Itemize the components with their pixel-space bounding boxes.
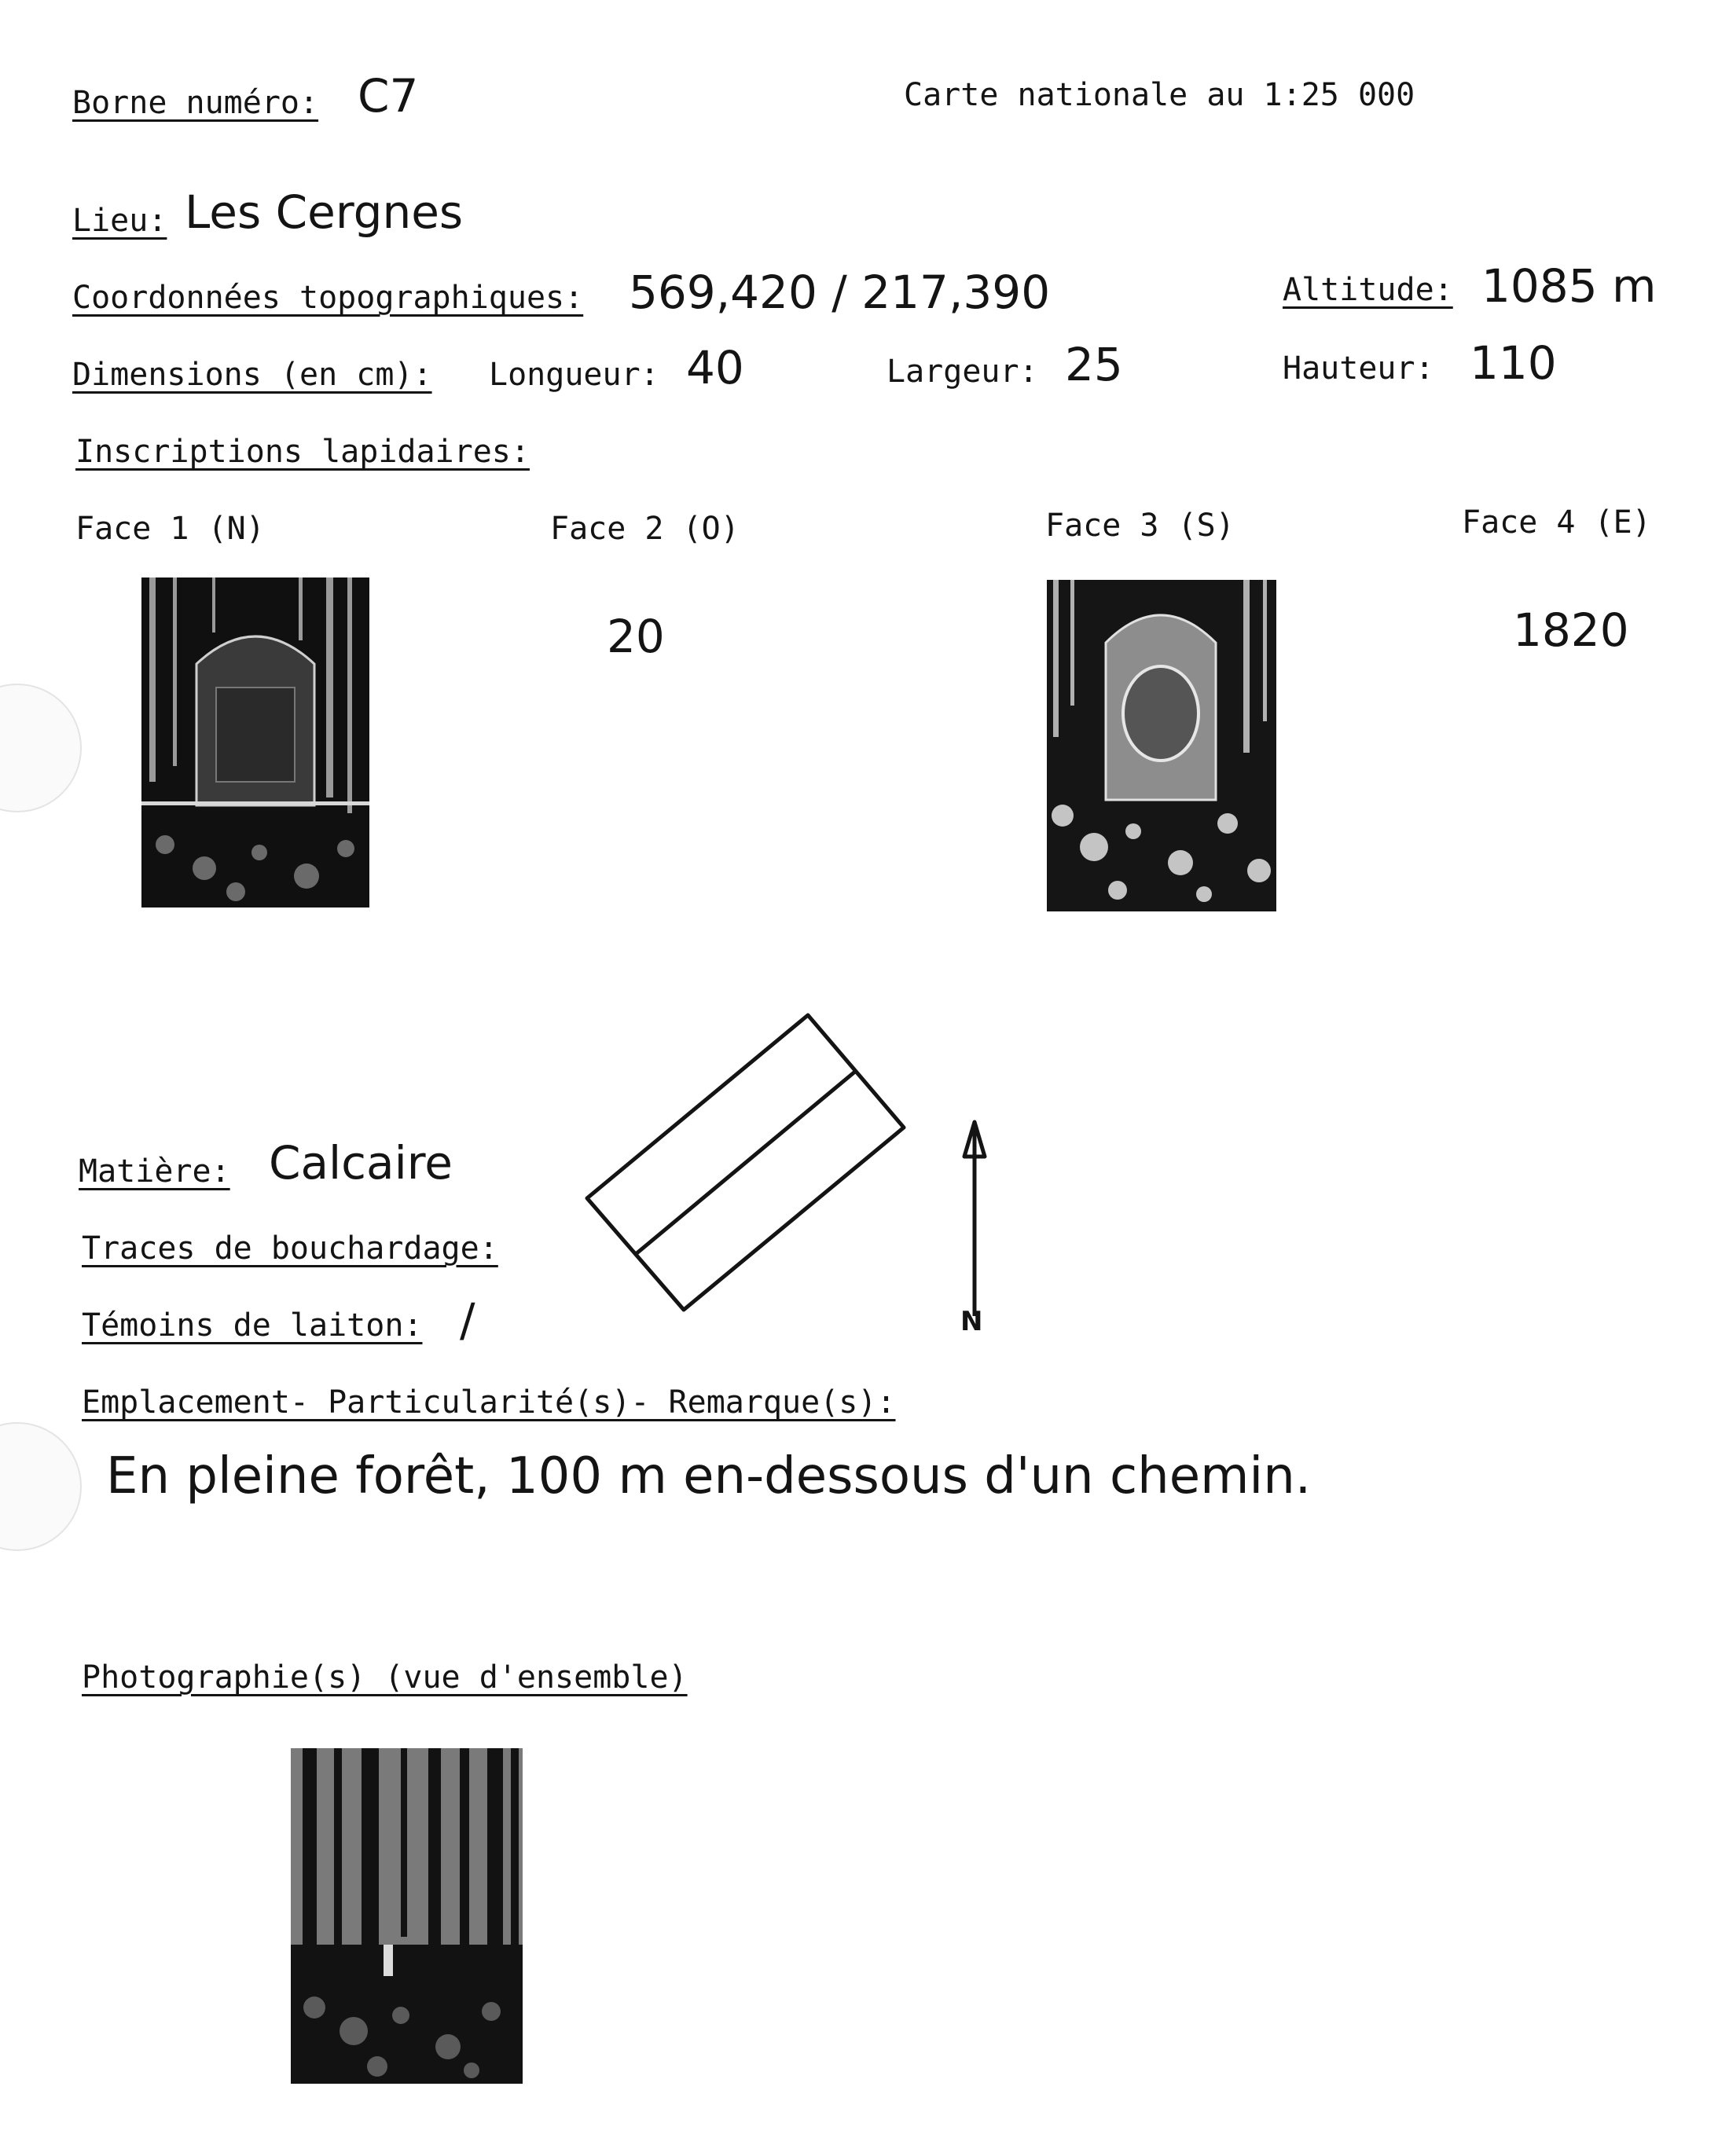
longueur-label: Longueur: [489, 357, 659, 393]
inscriptions-label: Inscriptions lapidaires: [75, 434, 530, 470]
laiton-label: Témoins de laiton: [82, 1307, 423, 1344]
coordinates-label: Coordonnées topographiques: [72, 280, 584, 316]
remarques-value: En pleine forêt, 100 m en-dessous d'un chemin. [106, 1447, 1312, 1505]
lieu-value: Les Cergnes [185, 185, 464, 239]
map-reference: Carte nationale au 1:25 000 [904, 77, 1415, 113]
borne-label: Borne numéro: [72, 85, 319, 121]
overview-photo [291, 1748, 523, 2084]
matiere-value: Calcaire [269, 1136, 453, 1190]
face-2-label: Face 2 (O) [550, 511, 740, 547]
face-3-photo [1047, 580, 1276, 911]
largeur-value: 25 [1065, 338, 1123, 391]
face-4-label: Face 4 (E) [1462, 504, 1651, 541]
matiere-label: Matière: [79, 1153, 230, 1190]
longueur-value: 40 [686, 341, 744, 394]
dimensions-label: Dimensions (en cm): [72, 357, 432, 393]
face-4-value: 1820 [1513, 603, 1629, 657]
remarques-label: Emplacement- Particularité(s)- Remarque(s): [82, 1384, 896, 1421]
photographies-label: Photographie(s) (vue d'ensemble) [82, 1659, 688, 1696]
coordinates-value: 569,420 / 217,390 [629, 266, 1051, 319]
face-1-photo [141, 578, 369, 908]
hauteur-value: 110 [1470, 336, 1557, 390]
altitude-label: Altitude: [1283, 272, 1453, 308]
largeur-label: Largeur: [887, 354, 1038, 390]
face-3-label: Face 3 (S) [1045, 508, 1235, 544]
punch-hole-top [0, 684, 82, 812]
bouchardage-label: Traces de bouchardage: [82, 1230, 498, 1267]
borne-value: C7 [358, 69, 419, 123]
stone-center-line [636, 1071, 856, 1254]
face-1-label: Face 1 (N) [75, 511, 265, 547]
hauteur-label: Hauteur: [1283, 350, 1434, 387]
lieu-label: Lieu: [72, 203, 167, 239]
punch-hole-bottom [0, 1422, 82, 1551]
face-2-value: 20 [607, 610, 665, 663]
orientation-diagram [550, 998, 1022, 1359]
laiton-value: / [460, 1293, 475, 1347]
north-label: N [960, 1306, 983, 1337]
altitude-value: 1085 m [1481, 259, 1657, 313]
